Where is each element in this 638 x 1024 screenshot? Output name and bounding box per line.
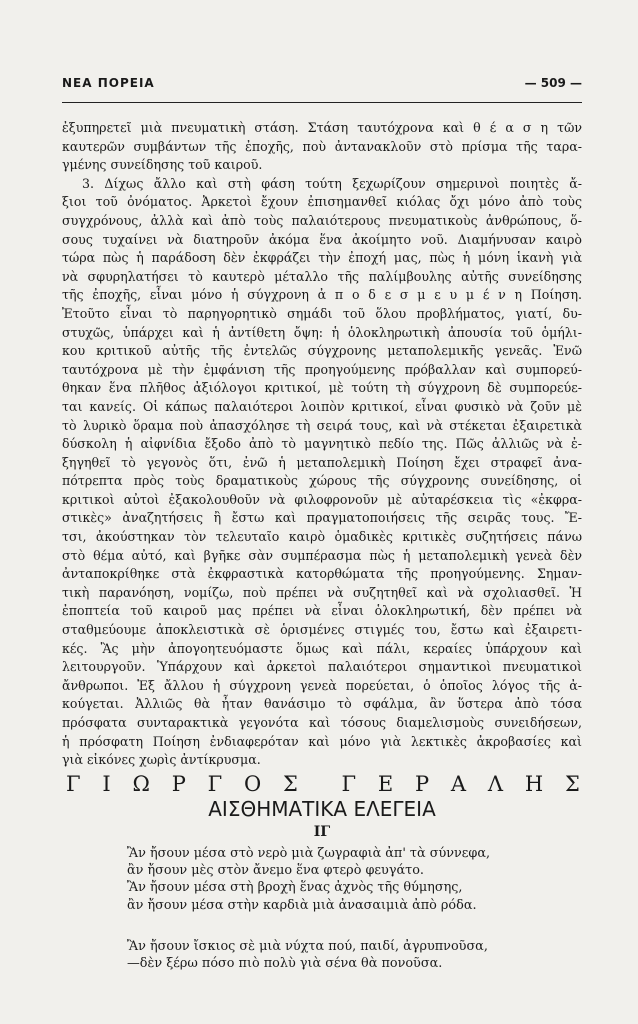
essay-line: τσι, ἀκούστηκαν τὸν τελευταῖο καιρὸ ὁμαδικὲς κριτικὲς συζητήσεις πάνω <box>62 529 582 545</box>
poem-line: —δὲν ξέρω πόσο πιὸ πολὺ γιὰ σένα θὰ πονοῦσα. <box>127 956 443 972</box>
poem-stanza-2 <box>127 938 587 972</box>
author-letter: Η <box>524 772 544 796</box>
essay-line: τῆς ἐποχῆς, εἶναι μόνο ἡ σύγχρονη ἀ π ο δ ε σ μ ε υ μ έ ν η Ποίηση. <box>62 287 582 303</box>
essay-line: γμένης συνείδησης τοῦ καιροῦ. <box>62 157 263 173</box>
author-letter: Ι <box>102 772 111 796</box>
author-letter: Ο <box>244 772 262 796</box>
essay-line: νὰ σφυρηλατήσει τὸ καυτερὸ μέταλλο τῆς παλίμβουλης αὐτῆς συνείδησης <box>62 268 582 284</box>
author-letter: Γ <box>66 772 81 796</box>
header-rule <box>62 102 582 103</box>
essay-line: ξιοι τοῦ ὀνόματος. Ἀρκετοὶ ἔχουν ἐπισημανθεῖ κιόλας ὄχι μόνο ἀπὸ τοὺς <box>62 194 582 210</box>
essay-line: κούγεται. Ἀλλιῶς θὰ ἦταν θανάσιμο τὸ σφάλμα, ἂν ὕστερα ἀπὸ τόσα <box>62 696 582 712</box>
essay-line: ται κανείς. Οἱ κάπως παλαιότεροι λοιπὸν κριτικοί, εἶναι φυσικὸ νὰ ζοῦν μὲ <box>62 398 582 414</box>
essay-line: λειτουργοῦν. Ὑπάρχουν καὶ ἀρκετοὶ παλαιότεροι σημαντικοὶ πνευματικοὶ <box>62 659 582 675</box>
essay-text <box>62 119 582 770</box>
poem-line: Ἂν ἤσουν μέσα στὴ βροχὴ ἕνας ἀχνὸς τῆς θύμησης, <box>127 880 463 896</box>
essay-line: στὸ θέμα αὐτό, καὶ βγῆκε σὰν συμπέρασμα πὼς ἡ μεταπολεμικὴ γενεὰ δὲν <box>62 547 582 563</box>
essay-line: κές. Ἂς μὴν ἀπογοητευόμαστε ὅμως καὶ πάλι, κεραίες ὑπάρχουν καὶ <box>62 640 582 656</box>
author-letter: Ρ <box>414 772 430 796</box>
author-letter: Ε <box>377 772 394 796</box>
essay-line: καυτερῶν συμβάντων τῆς ἐποχῆς, ποὺ ἀντανακλοῦν στὸ πρίσμα τῆς ταρα- <box>62 138 582 154</box>
essay-line: θηκαν ἕνα πλῆθος ἀξιόλογοι κριτικοί, μὲ τούτη τὴ σύγχρονη δὲ συμπορεύε- <box>62 380 582 396</box>
author-letter: Σ <box>564 772 580 796</box>
poem-line: ἂν ἤσουν μὲς στὸν ἄνεμο ἕνα φτερὸ φευγάτο. <box>127 863 424 879</box>
essay-line: ἐξυπηρετεῖ μιὰ πνευματικὴ στάση. Στάση ταυτόχρονα καὶ θ έ α σ η τῶν <box>62 120 582 135</box>
poem-line: Ἂν ἤσουν μέσα στὸ νερὸ μιὰ ζωγραφιὰ ἀπ' τὰ σύννεφα, <box>127 846 491 861</box>
author-letter: Ρ <box>171 772 186 796</box>
essay-line: τώρα πὼς ἡ παράδοση δὲν ἐκφράζει τὴν ἐποχή μας, πὼς ἡ μόνη ἱκανὴ γιὰ <box>62 250 582 266</box>
poem-line: ἂν ἤσουν μέσα στὴν καρδιὰ μιὰ ἀνασαιμιὰ ἀπὸ ρόδα. <box>127 897 477 913</box>
essay-line: ἄνθρωποι. Ἐξ ἄλλου ἡ σύγχρονη γενεὰ πορεύεται, ὁ ὁποῖος λόγος τῆς ἀ- <box>62 677 582 693</box>
essay-line: συγχρόνους, ἀλλὰ καὶ ἀπὸ τοὺς παλαιότερους πνευματικοὺς ἀνθρώπους, ὅ- <box>62 212 582 228</box>
essay-line: ἀνταποκρίθηκε στὰ ἐκφραστικὰ κατορθώματα τῆς προηγούμενης. Σημαν- <box>62 566 582 582</box>
author-letter: Γ <box>207 772 223 796</box>
essay-line: τὸ λυρικὸ ὅραμα ποὺ ἀπασχόλησε τὴ σειρά τους, καὶ νὰ στέκεται ἐξαιρετικὰ <box>62 417 582 433</box>
running-header <box>62 76 582 96</box>
essay-line: τικὴ παρανόηση, νομίζω, ποὺ πρέπει νὰ συζητηθεῖ καὶ νὰ σχολιασθεῖ. Ἡ <box>62 584 582 600</box>
essay-line: Ἐτοῦτο εἶναι τὸ παρηγορητικὸ σημάδι τοῦ ὅλου προβλήματος, γιατί, δυ- <box>62 305 582 321</box>
page-number: — 509 — <box>524 76 582 90</box>
essay-line: κου κριτικοῦ αὐτῆς τῆς ἐντελῶς σύγχρονης μεταπολεμικῆς γενεᾶς. Ἐνῶ <box>62 343 582 359</box>
essay-line: σταθμεύουμε ἀποκλειστικὰ σὲ ὁρισμένες στιγμές του, ἔστω καὶ ἐξαιρετι- <box>62 622 582 638</box>
author-letter: Α <box>450 772 467 796</box>
essay-line: στυχῶς, ὑπάρχει καὶ ἡ ἀντίθετη ὄψη: ἡ ὁλοκληρωτικὴ ἀπουσία τοῦ ὁμήλι- <box>62 324 582 340</box>
poem-section-numeral: ΙΓ <box>313 824 331 840</box>
author-letter: Γ <box>341 772 357 796</box>
essay-line: σους τυχαίνει νὰ διατηροῦν ἀκόμα ἕνα ἀκοίμητο νοῦ. Διαμήνυσαν καιρὸ <box>62 231 582 247</box>
essay-line: 3. Δίχως ἄλλο καὶ στὴ φάση τούτη ξεχωρίζουν σημερινοὶ ποιητὲς ἄ- <box>82 175 582 191</box>
essay-line: στικὲς» ἀναζητήσεις ἢ ἔστω καὶ πραγματοποιήσεις τῆς σειρᾶς τους. Ἔ- <box>62 510 582 526</box>
poem-title: ΑΙΣΘΗΜΑΤΙΚΑ ΕΛΕΓΕΙΑ <box>208 797 436 821</box>
essay-line: κριτικοὶ αὐτοὶ ἐξακολουθοῦν νὰ φιλοφρονοῦν μὲ αὐταρέσκεια τὶς «ἐκφρα- <box>62 491 582 507</box>
essay-line: ἐποπτεία τοῦ καιροῦ μας πρέπει νὰ εἶναι ὁλοκληρωτική, δὲν πρέπει νὰ <box>62 603 582 619</box>
author-letter: Λ <box>487 772 504 796</box>
essay-line: ξηγηθεῖ τὸ γεγονὸς ὅτι, ἐνῶ ἡ μεταπολεμικὴ Ποίηση ἔχει στραφεῖ ἀνα- <box>62 454 582 470</box>
author-letter: Ω <box>132 772 150 796</box>
poem-author <box>66 772 580 796</box>
essay-line: πότρεπτα πρὸς τοὺς δραματικοὺς χώρους τῆς σύγχρονης συνείδησης, οἱ <box>62 473 582 489</box>
essay-line: ἡ πρόσφατη Ποίηση ἐνδιαφερόταν καὶ μόνο γιὰ λεκτικὲς ἀκροβασίες καὶ <box>62 733 582 749</box>
essay-line: πρόσφατα συνταρακτικὰ γεγονότα καὶ τόσους διαμελισμοὺς συνειδήσεων, <box>62 715 582 730</box>
poem-stanza-1 <box>127 845 587 914</box>
journal-title: ΝΕΑ ΠΟΡΕΙΑ <box>62 76 155 90</box>
poem-line: Ἂν ἤσουν ἴσκιος σὲ μιὰ νύχτα πού, παιδί, ἀγρυπνοῦσα, <box>127 939 488 954</box>
author-letter: Σ <box>283 772 298 796</box>
essay-line: γιὰ εἰκόνες χωρὶς ἀντίκρυσμα. <box>62 752 261 768</box>
essay-line: ταυτόχρονα μὲ τὴν ἐμφάνιση τῆς προηγούμενης πρόβαλλαν καὶ συμπορεύ- <box>62 361 582 377</box>
essay-line: δύσκολη ἡ αἰφνίδια ἔξοδο ἀπὸ τὸ μαγνητικὸ πεδίο της. Πῶς ἀλλιῶς νὰ ἐ- <box>62 436 582 452</box>
